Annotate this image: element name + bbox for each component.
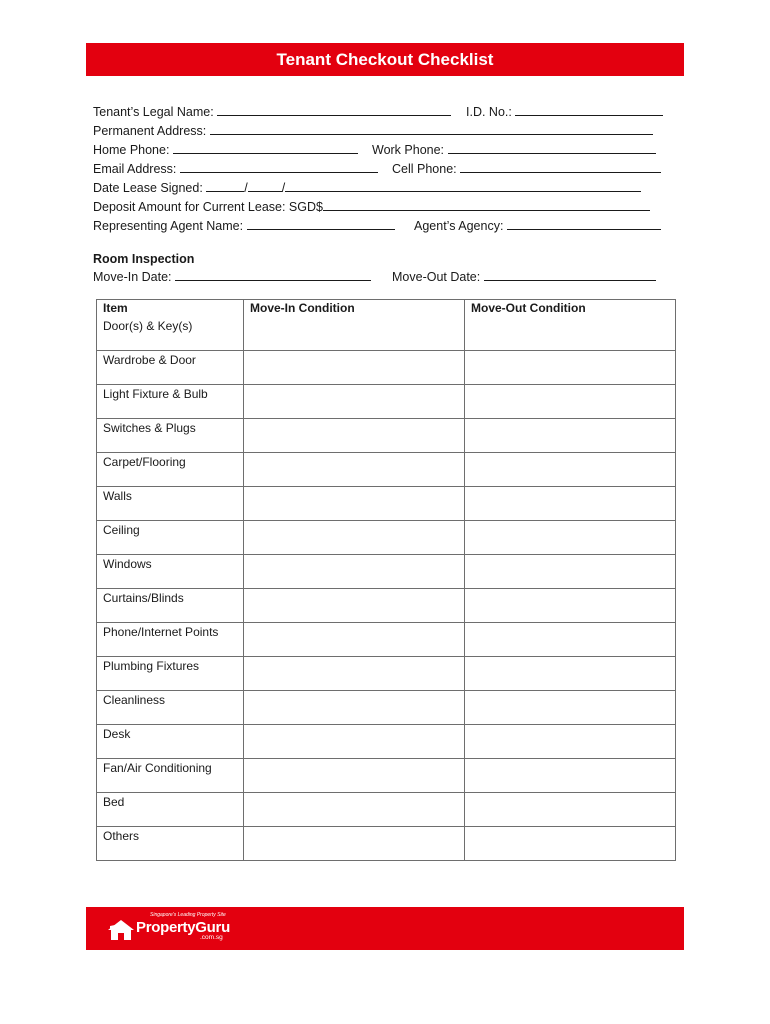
logo-tagline: Singapore's Leading Property Site <box>150 912 226 918</box>
table-row <box>97 691 676 725</box>
move-in-condition-cell[interactable] <box>244 453 465 487</box>
table-row <box>97 521 676 555</box>
date-lease-signed-row: Date Lease Signed: / / <box>93 179 641 196</box>
id-no-field[interactable] <box>515 103 663 116</box>
home-phone-label: Home Phone: <box>93 143 170 157</box>
item-cell: Switches & Plugs <box>97 419 244 453</box>
table-header-row <box>97 300 676 318</box>
table-row <box>97 759 676 793</box>
logo-domain: .com.sg <box>200 934 223 941</box>
table-row <box>97 793 676 827</box>
table-row <box>97 351 676 385</box>
item-cell: Ceiling <box>97 521 244 555</box>
deposit-row <box>93 198 650 215</box>
inspection-table <box>96 299 676 861</box>
move-in-condition-cell[interactable] <box>244 487 465 521</box>
move-out-condition-cell[interactable] <box>465 385 676 419</box>
table-row <box>97 657 676 691</box>
email-field[interactable] <box>180 160 378 173</box>
agency-field[interactable] <box>507 217 661 230</box>
table-row <box>97 487 676 521</box>
agent-name-row <box>93 217 395 234</box>
date-lease-signed-label: Date Lease Signed: <box>93 181 203 195</box>
item-cell: Plumbing Fixtures <box>97 657 244 691</box>
move-in-condition-cell[interactable] <box>244 589 465 623</box>
move-in-condition-cell[interactable] <box>244 691 465 725</box>
table-row <box>97 623 676 657</box>
move-in-condition-cell[interactable] <box>244 623 465 657</box>
home-phone-field[interactable] <box>173 141 358 154</box>
legal-name-row <box>93 103 451 120</box>
table-row <box>97 317 676 351</box>
move-in-condition-cell[interactable] <box>244 827 465 861</box>
home-phone-row <box>93 141 358 158</box>
id-no-label: I.D. No.: <box>466 105 512 119</box>
table-row <box>97 453 676 487</box>
move-in-date-label: Move-In Date: <box>93 270 172 284</box>
item-cell: Light Fixture & Bulb <box>97 385 244 419</box>
move-out-condition-cell[interactable] <box>465 623 676 657</box>
logo-brand-guru: Guru <box>195 919 230 936</box>
work-phone-row <box>372 141 656 158</box>
date-lease-day-field[interactable] <box>206 179 244 192</box>
move-in-condition-cell[interactable] <box>244 385 465 419</box>
agent-name-field[interactable] <box>247 217 395 230</box>
move-out-date-row <box>392 268 656 285</box>
move-out-condition-cell[interactable] <box>465 351 676 385</box>
move-out-condition-cell[interactable] <box>465 453 676 487</box>
item-cell: Curtains/Blinds <box>97 589 244 623</box>
move-out-condition-cell[interactable] <box>465 657 676 691</box>
move-out-condition-cell[interactable] <box>465 521 676 555</box>
move-in-condition-cell[interactable] <box>244 521 465 555</box>
deposit-label: Deposit Amount for Current Lease: SGD$ <box>93 200 323 214</box>
item-cell: Others <box>97 827 244 861</box>
email-label: Email Address: <box>93 162 177 176</box>
agency-row <box>414 217 661 234</box>
item-cell: Cleanliness <box>97 691 244 725</box>
move-out-condition-cell[interactable] <box>465 827 676 861</box>
propertyguru-logo <box>104 909 244 945</box>
move-out-date-label: Move-Out Date: <box>392 270 481 284</box>
item-cell: Windows <box>97 555 244 589</box>
cell-phone-label: Cell Phone: <box>392 162 457 176</box>
move-out-date-field[interactable] <box>484 268 656 281</box>
id-no-row <box>466 103 663 120</box>
move-in-condition-cell[interactable] <box>244 351 465 385</box>
item-cell: Door(s) & Key(s) <box>97 317 244 351</box>
item-cell: Bed <box>97 793 244 827</box>
item-cell: Walls <box>97 487 244 521</box>
agency-label: Agent’s Agency: <box>414 219 504 233</box>
move-in-condition-cell[interactable] <box>244 759 465 793</box>
cell-phone-row <box>392 160 661 177</box>
move-in-condition-cell[interactable] <box>244 419 465 453</box>
move-out-condition-cell[interactable] <box>465 419 676 453</box>
item-cell: Desk <box>97 725 244 759</box>
move-in-date-field[interactable] <box>175 268 371 281</box>
column-header-move-out: Move-Out Condition <box>465 300 676 318</box>
table-row <box>97 555 676 589</box>
email-row <box>93 160 378 177</box>
agent-name-label: Representing Agent Name: <box>93 219 244 233</box>
date-lease-month-field[interactable] <box>248 179 282 192</box>
move-out-condition-cell[interactable] <box>465 691 676 725</box>
cell-phone-field[interactable] <box>460 160 661 173</box>
legal-name-label: Tenant’s Legal Name: <box>93 105 214 119</box>
page-title: Tenant Checkout Checklist <box>86 43 684 76</box>
column-header-move-in: Move-In Condition <box>244 300 465 318</box>
column-header-item: Item <box>97 300 244 318</box>
move-in-condition-cell[interactable] <box>244 657 465 691</box>
move-out-condition-cell[interactable] <box>465 555 676 589</box>
house-icon <box>106 919 136 941</box>
room-inspection-heading: Room Inspection <box>93 252 195 266</box>
table-row <box>97 385 676 419</box>
work-phone-label: Work Phone: <box>372 143 445 157</box>
move-out-condition-cell[interactable] <box>465 725 676 759</box>
item-cell: Wardrobe & Door <box>97 351 244 385</box>
date-lease-year-field[interactable] <box>285 179 641 192</box>
table-row <box>97 589 676 623</box>
move-out-condition-cell[interactable] <box>465 589 676 623</box>
move-out-condition-cell[interactable] <box>465 793 676 827</box>
move-in-date-row <box>93 268 371 285</box>
permanent-address-row <box>93 122 653 139</box>
item-cell: Carpet/Flooring <box>97 453 244 487</box>
table-row <box>97 725 676 759</box>
work-phone-field[interactable] <box>448 141 656 154</box>
move-in-condition-cell[interactable] <box>244 555 465 589</box>
move-in-condition-cell[interactable] <box>244 317 465 351</box>
move-in-condition-cell[interactable] <box>244 793 465 827</box>
legal-name-field[interactable] <box>217 103 451 116</box>
item-cell: Fan/Air Conditioning <box>97 759 244 793</box>
move-in-condition-cell[interactable] <box>244 725 465 759</box>
logo-brand-property: Property <box>136 919 196 936</box>
table-row <box>97 827 676 861</box>
move-out-condition-cell[interactable] <box>465 317 676 351</box>
move-out-condition-cell[interactable] <box>465 487 676 521</box>
item-cell: Phone/Internet Points <box>97 623 244 657</box>
move-out-condition-cell[interactable] <box>465 759 676 793</box>
table-row <box>97 419 676 453</box>
permanent-address-field[interactable] <box>210 122 653 135</box>
deposit-field[interactable] <box>323 198 650 211</box>
permanent-address-label: Permanent Address: <box>93 124 207 138</box>
